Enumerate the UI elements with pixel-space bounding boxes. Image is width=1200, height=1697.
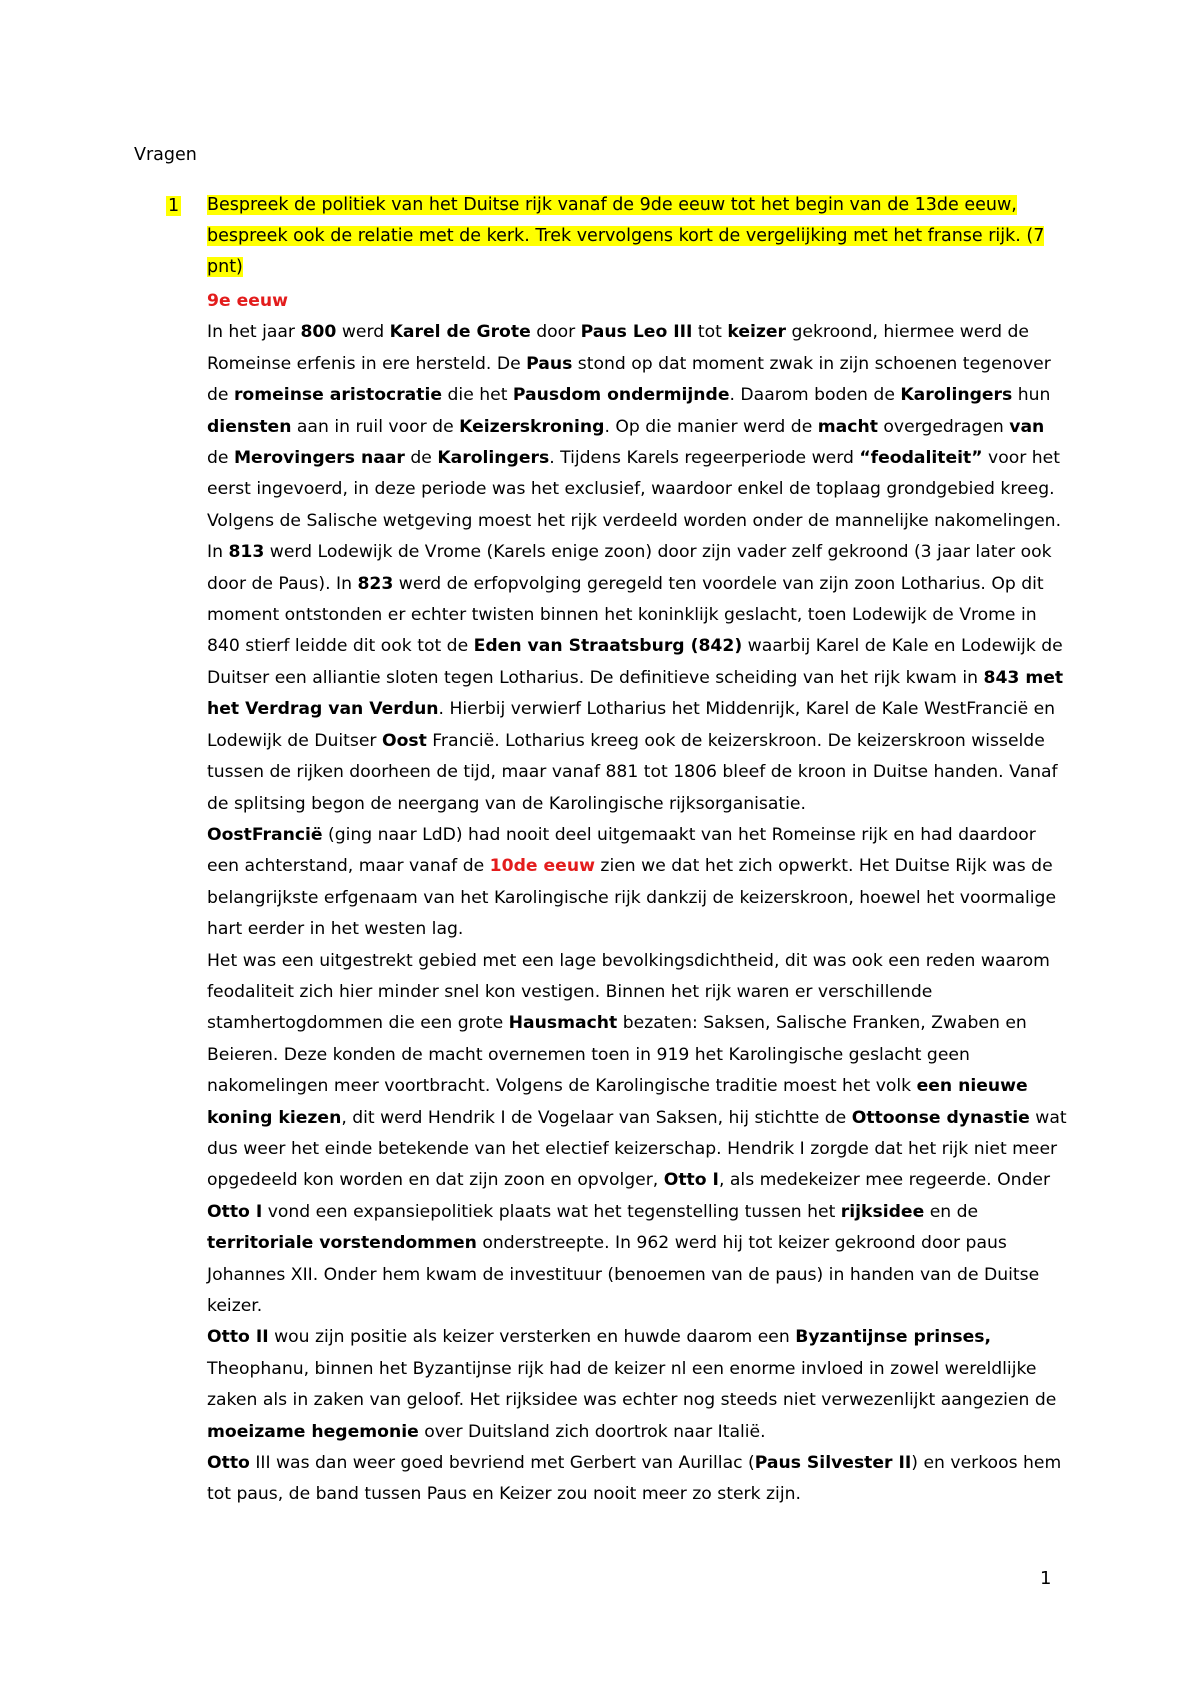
page-number: 1 [1040, 1568, 1052, 1589]
paragraph: Volgens de Salische wetgeving moest het rijk verdeeld worden onder de mannelijke nakomelingen. In 813 werd Lodewijk de Vrome (Karels enige zoon) door zijn vader zelf gekroond (3 jaar later ook door de Paus). In 823 werd de erfopvolging geregeld ten voordele van zijn zoon Lotharius. Op dit moment ontstonden er echter twisten binnen het koninklijk geslacht, toen Lodewijk de Vrome in 840 stierf leidde dit ook tot de Eden van Straatsburg (842) waarbij Karel de Kale en Lodewijk de Duitser een alliantie sloten tegen Lotharius. De definitieve scheiding van het rijk kwam in 843 met het Verdrag van Verdun. Hierbij verwierf Lotharius het Middenrijk, Karel de Kale WestFrancië en Lodewijk de Duitser Oost Francië. Lotharius kreeg ook de keizerskroon. De keizerskroon wisselde tussen de rijken doorheen de tijd, maar vanaf 881 tot 1806 bleef de kroon in Duitse handen. Vanaf de splitsing begon de neergang van de Karolingische rijksorganisatie. [207, 510, 1064, 814]
section-title: 9e eeuw [207, 291, 289, 311]
century-highlight: 10de eeuw [489, 856, 595, 877]
paragraph: Otto III was dan weer goed bevriend met Gerbert van Aurillac (Paus Silvester II) en verkoos hem tot paus, de band tussen Paus en Keizer zou nooit meer zo sterk zijn. [207, 1453, 1062, 1505]
question-highlight: Bespreek de politiek van het Duitse rijk vanaf de 9de eeuw tot het begin van de 13de eeuw, bespreek ook de relatie met de kerk. Trek vervolgens kort de vergelijking met het franse rijk. (7 pnt) [207, 195, 1045, 277]
paragraph: In het jaar 800 werd Karel de Grote door Paus Leo III tot keizer gekroond, hiermee werd de Romeinse erfenis in ere hersteld. De Paus stond op dat moment zwak in zijn schoenen tegenover de romeinse aristocratie die het Pausdom ondermijnde. Daarom boden de Karolingers hun diensten aan in ruil voor de Keizerskroning. Op die manier werd de macht overgedragen van de Merovingers naar de Karolingers. Tijdens Karels regeerperiode werd “feodaliteit” voor het eerst ingevoerd, in deze periode was het exclusief, waardoor enkel de toplaag grondgebied kreeg. [207, 322, 1060, 500]
paragraph: Het was een uitgestrekt gebied met een lage bevolkingsdichtheid, dit was ook een reden waarom feodaliteit zich hier minder snel kon vestigen. Binnen het rijk waren er verschillende stamhertogdommen die een grote Hausmacht bezaten: Saksen, Salische Franken, Zwaben en Beieren. Deze konden de macht overnemen toen in 919 het Karolingische geslacht geen nakomelingen meer voortbracht. Volgens de Karolingische traditie moest het volk een nieuwe koning kiezen, dit werd Hendrik I de Vogelaar van Saksen, hij stichtte de Ottoonse dynastie wat dus weer het einde betekende van het electief keizerschap. Hendrik I zorgde dat het rijk niet meer opgedeeld kon worden en dat zijn zoon en opvolger, Otto I, als medekeizer mee regeerde. Onder Otto I vond een expansiepolitiek plaats wat het tegenstelling tussen het rijksidee en de territoriale vorstendommen onderstreepte. In 962 werd hij tot keizer gekroond door paus Johannes XII. Onder hem kwam de investituur (benoemen van de paus) in handen van de Duitse keizer. [207, 950, 1067, 1316]
paragraph: OostFrancië (ging naar LdD) had nooit deel uitgemaakt van het Romeinse rijk en had daardoor een achterstand, maar vanaf de 10de eeuw zien we dat het zich opwerkt. Het Duitse Rijk was de belangrijkste erfgenaam van het Karolingische rijk dankzij de keizerskroon, hoewel het voormalige hart eerder in het westen lag. [207, 824, 1057, 940]
question-text [207, 190, 1067, 283]
document-heading: Vragen [134, 145, 197, 165]
answer-body [207, 286, 1069, 1511]
paragraph: Otto II wou zijn positie als keizer versterken en huwde daarom een Byzantijnse prinses, Theophanu, binnen het Byzantijnse rijk had de keizer nl een enorme invloed in zowel wereldlijke zaken als in zaken van geloof. Het rijksidee was echter nog steeds niet verwezenlijkt aangezien de moeizame hegemonie over Duitsland zich doortrok naar Italië. [207, 1327, 1057, 1442]
question-number: 1 [168, 196, 180, 216]
